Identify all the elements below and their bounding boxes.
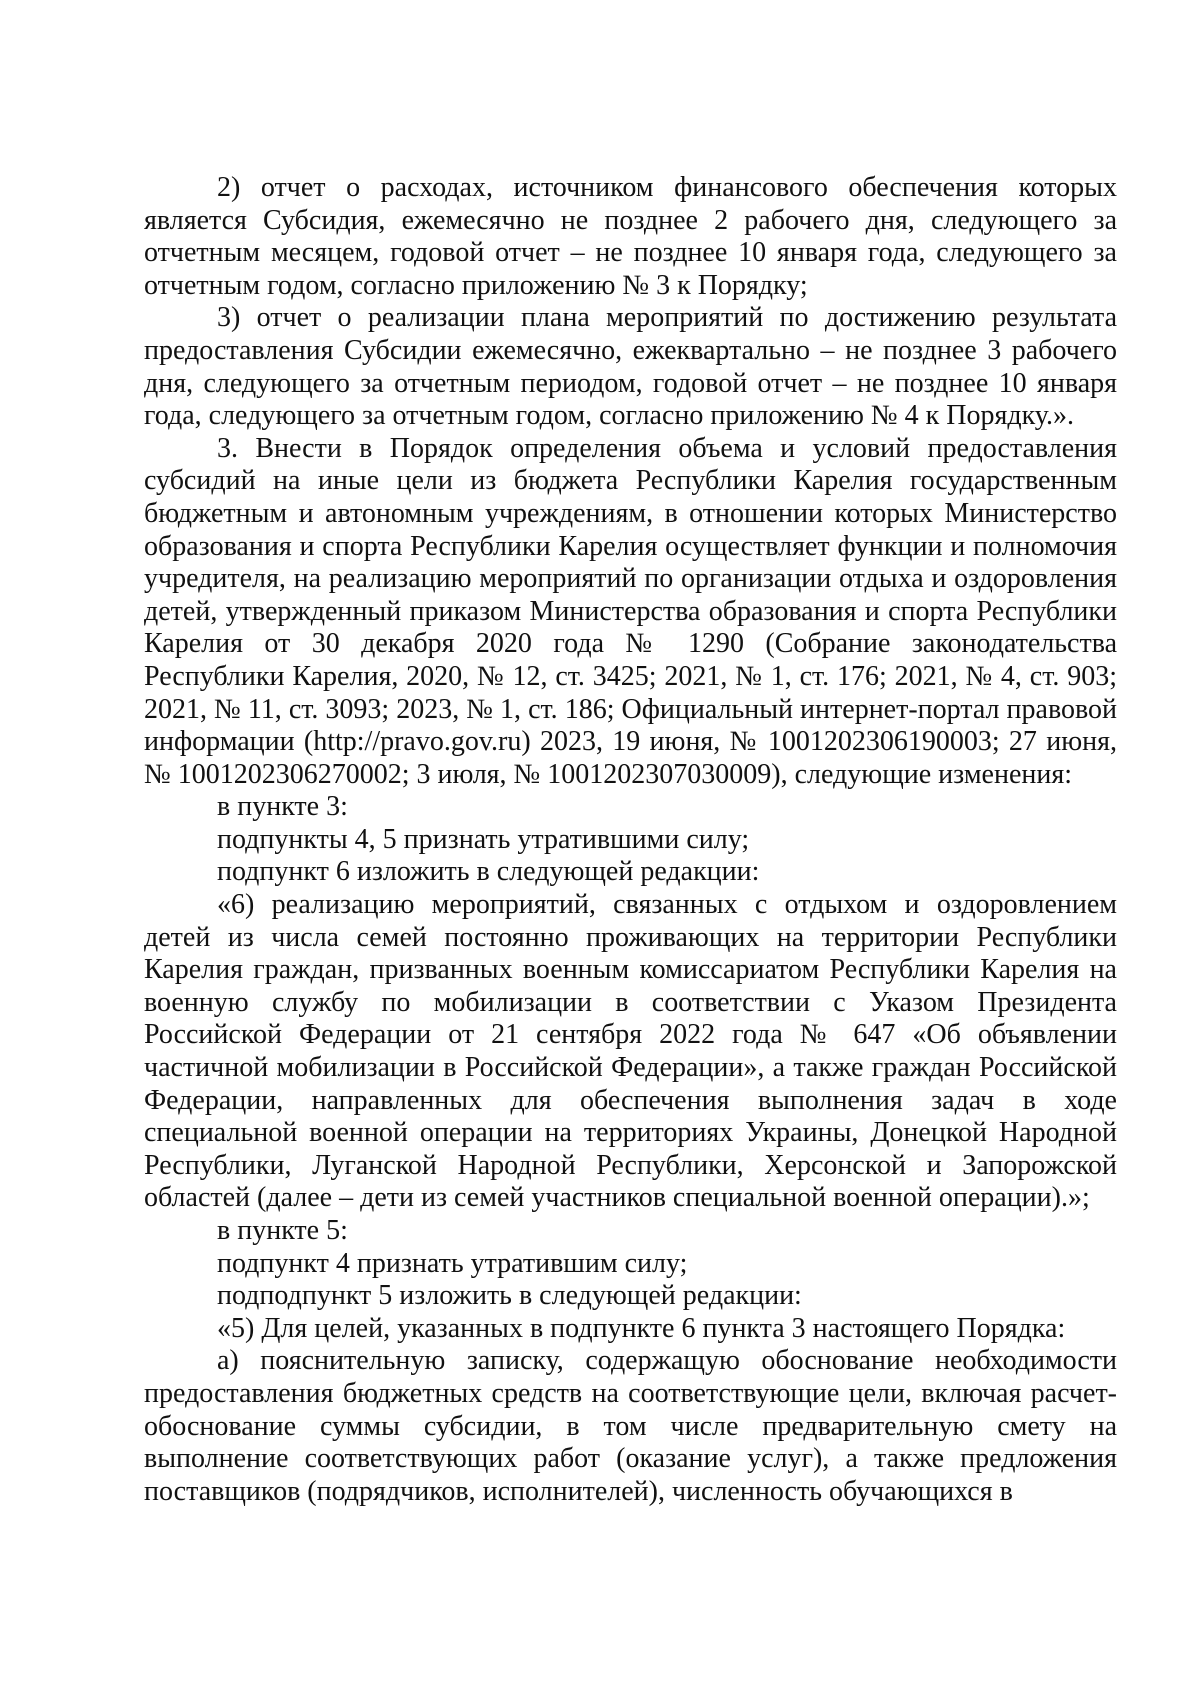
paragraph-subsubpoint-5-wording: подподпункт 5 изложить в следующей редакции: xyxy=(217,1280,802,1312)
paragraph-item-5-purposes: «5) Для целей, указанных в подпункте 6 пункта 3 настоящего Порядка: xyxy=(217,1312,1066,1344)
paragraph-subpoints-4-5-void: подпункты 4, 5 признать утратившими силу; xyxy=(217,823,750,855)
paragraph-subpoint-6-text: «6) реализацию мероприятий, связанных с отдыхом и оздоровлением детей из числа семей постоянно проживающих на территории Республики Карелия граждан, призванных военным комиссариатом Республики Карелия на военную службу по мобилизации в соответствии с Указом Президента Российской Федерации от 21 сентября 2022 года № 647 «Об объявлении частичной мобилизации в Российской Федерации», а также граждан Российской Федерации, направленных для обеспечения выполнения задач в ходе специальной военной операции на территориях Украины, Донецкой Народной Республики, Луганской Народной Республики, Херсонской и Запорожской областей (далее – дети из семей участников специальной военной операции).»; xyxy=(144,889,1117,1214)
paragraph-item-2-report-expenses: 2) отчет о расходах, источником финансового обеспечения которых является Субсидия, ежемесячно не позднее 2 рабочего дня, следующего за отчетным месяцем, годовой отчет – не позднее 10 января года, следующего за отчетным годом, согласно приложению № 3 к Порядку; xyxy=(144,172,1117,301)
paragraph-in-point-3: в пункте 3: xyxy=(217,791,348,823)
paragraph-item-3-report-plan: 3) отчет о реализации плана мероприятий по достижению результата предоставления Субсидии ежемесячно, ежеквартально – не позднее 3 рабочего дня, следующего за отчетным периодом, годовой отчет – не позднее 10 января года, следующего за отчетным годом, согласно приложению № 4 к Порядку.». xyxy=(144,302,1117,432)
paragraph-item-a-explanatory-note: а) пояснительную записку, содержащую обоснование необходимости предоставления бюджетных средств на соответствующие цели, включая расчет-обоснование суммы субсидии, в том числе предварительную смету на выполнение соответствующих работ (оказание услуг), а также предложения поставщиков (подрядчиков, исполнителей), численность обучающихся в xyxy=(144,1345,1117,1507)
paragraph-subpoint-6-wording: подпункт 6 изложить в следующей редакции: xyxy=(217,856,760,888)
paragraph-subpoint-4-void: подпункт 4 признать утратившим силу; xyxy=(217,1247,688,1279)
document-body xyxy=(144,172,1117,1508)
paragraph-section-3-amendments: 3. Внести в Порядок определения объема и условий предоставления субсидий на иные цели из бюджета Республики Карелия государственным бюджетным и автономным учреждениям, в отношении которых Министерство образования и спорта Республики Карелия осуществляет функции и полномочия учредителя, на реализацию мероприятий по организации отдыха и оздоровления детей, утвержденный приказом Министерства образования и спорта Республики Карелия от 30 декабря 2020 года № 1290 (Собрание законодательства Республики Карелия, 2020, № 12, ст. 3425; 2021, № 1, ст. 176; 2021, № 4, ст. 903; 2021, № 11, ст. 3093; 2023, № 1, ст. 186; Официальный интернет-портал правовой информации (http://pravo.gov.ru) 2023, 19 июня, № 1001202306190003; 27 июня, № 1001202306270002; 3 июля, № 1001202307030009), следующие изменения: xyxy=(144,432,1117,790)
paragraph-in-point-5: в пункте 5: xyxy=(217,1215,348,1246)
